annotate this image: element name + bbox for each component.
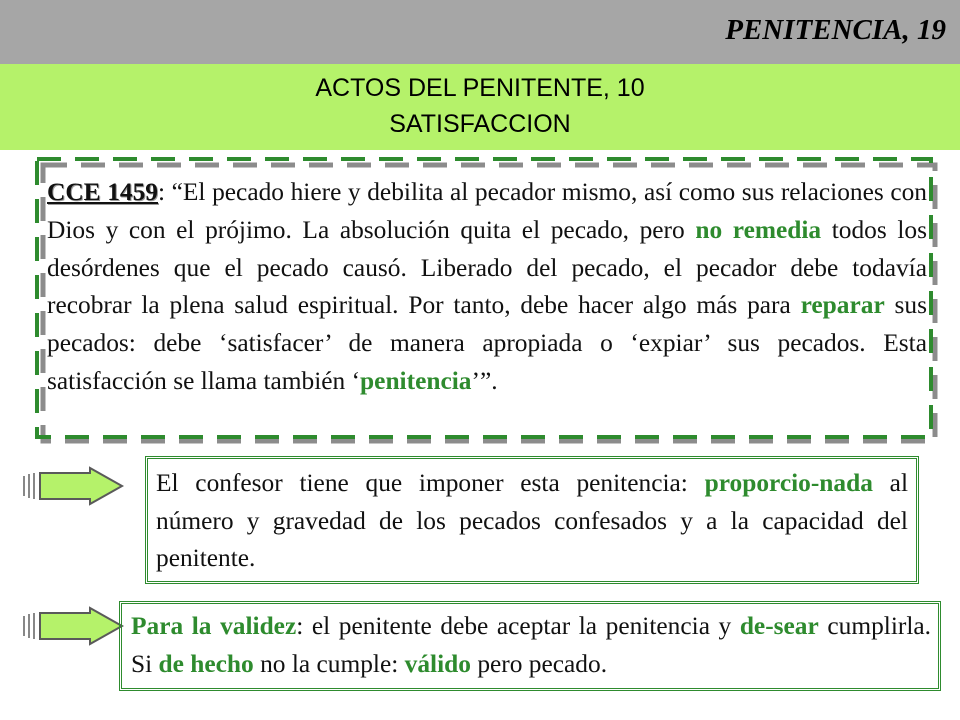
confessor-note-box (145, 456, 919, 584)
quote-text-1: : “El pecado hiere y debilita al pecador mismo, así como sus relaciones con Dios y con el prójimo. La absolución quita el pecado, pero (47, 178, 927, 244)
validity-text-4: pero pecado. (470, 649, 608, 678)
page-title: PENITENCIA, 19 (725, 14, 946, 46)
highlight-penitencia: penitencia (360, 366, 472, 395)
highlight-reparar: reparar (800, 291, 885, 320)
highlight-para-la-validez: Para la validez (131, 612, 297, 640)
catechism-quote-box (34, 156, 940, 446)
validity-note-box (119, 601, 941, 691)
note-text-2: al número y gravedad de los pecados confesados y a la capacidad del penitente. (156, 469, 909, 572)
highlight-valido: válido (404, 649, 471, 678)
quote-text-4: ’”. (471, 366, 498, 395)
highlight-de-hecho: de hecho (158, 649, 254, 678)
highlight-proporcionada: proporcio-nada (704, 469, 873, 497)
section-title: ACTOS DEL PENITENTE, 10 (315, 74, 645, 102)
header-bar (0, 0, 960, 64)
section-subtitle: SATISFACCION (389, 110, 571, 138)
quote-text-3: sus pecados: debe ‘satisfacer’ de manera apropiada o ‘expiar’ sus pecados. Esta satisfacción se llama también ‘ (47, 291, 927, 395)
right-arrow-icon (20, 606, 126, 648)
confessor-note-text (156, 465, 908, 578)
highlight-desear: de-sear (739, 612, 819, 640)
quote-paragraph (47, 174, 927, 401)
validity-note-text (131, 608, 931, 683)
highlight-no-remedia: no remedia (695, 215, 822, 244)
validity-text-3: no la cumple: (253, 649, 405, 678)
quote-text-2: todos los desórdenes que el pecado causó. Liberado del pecado, el pecador debe todavía recobrar la plena salud espiritual. Por tanto, debe hacer algo más para (47, 215, 927, 320)
validity-text-1: : el penitente debe aceptar la penitencia y (296, 612, 740, 640)
validity-text-2: cumplirla. Si (131, 612, 931, 678)
quote-reference: CCE 1459 (47, 178, 158, 206)
note-text-1: El confesor tiene que imponer esta penitencia: (156, 469, 705, 497)
right-arrow-icon (20, 466, 126, 508)
section-banner (0, 64, 960, 150)
